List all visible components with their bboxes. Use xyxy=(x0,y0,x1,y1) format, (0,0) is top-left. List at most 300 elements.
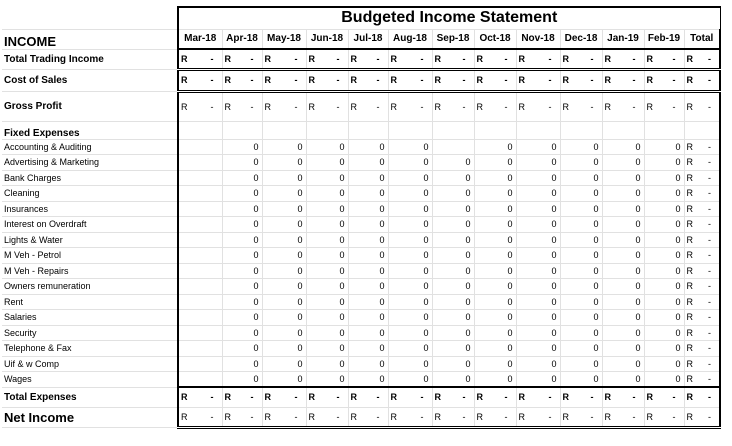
month-header-feb-19[interactable]: Feb-19 xyxy=(644,29,684,49)
expense-value-cell[interactable]: 0 xyxy=(388,186,432,202)
total-value-cell[interactable] xyxy=(684,91,720,121)
expense-value-cell[interactable]: 0 xyxy=(474,170,516,186)
month-value-cell[interactable] xyxy=(644,407,684,427)
expense-value-cell[interactable]: 0 xyxy=(388,372,432,388)
month-value-cell[interactable] xyxy=(222,49,262,69)
month-value-cell[interactable] xyxy=(262,49,306,69)
expense-value-cell[interactable]: 0 xyxy=(602,310,644,326)
month-value-cell[interactable] xyxy=(348,69,388,91)
expense-value-cell[interactable] xyxy=(178,356,222,372)
expense-value-cell[interactable]: 0 xyxy=(516,294,560,310)
expense-value-cell[interactable]: 0 xyxy=(474,139,516,155)
empty-cell[interactable] xyxy=(348,121,388,139)
expense-value-cell[interactable]: 0 xyxy=(306,170,348,186)
expense-value-cell[interactable]: 0 xyxy=(262,186,306,202)
month-value-cell[interactable] xyxy=(262,407,306,427)
expense-value-cell[interactable]: 0 xyxy=(306,201,348,217)
expense-total-cell[interactable] xyxy=(684,170,720,186)
month-value-cell[interactable] xyxy=(348,387,388,407)
expense-value-cell[interactable]: 0 xyxy=(388,139,432,155)
expense-value-cell[interactable]: 0 xyxy=(602,139,644,155)
expense-label[interactable]: Telephone & Fax xyxy=(2,341,178,357)
expense-value-cell[interactable]: 0 xyxy=(560,201,602,217)
empty-cell[interactable] xyxy=(684,121,720,139)
expense-value-cell[interactable]: 0 xyxy=(560,341,602,357)
month-value-cell[interactable] xyxy=(432,387,474,407)
month-value-cell[interactable] xyxy=(432,91,474,121)
expense-value-cell[interactable]: 0 xyxy=(348,139,388,155)
expense-value-cell[interactable]: 0 xyxy=(516,139,560,155)
month-header-aug-18[interactable]: Aug-18 xyxy=(388,29,432,49)
expense-value-cell[interactable]: 0 xyxy=(222,341,262,357)
expense-value-cell[interactable]: 0 xyxy=(516,310,560,326)
row-label[interactable]: Gross Profit xyxy=(2,91,178,121)
expense-value-cell[interactable]: 0 xyxy=(644,139,684,155)
expense-value-cell[interactable]: 0 xyxy=(222,372,262,388)
expense-value-cell[interactable]: 0 xyxy=(602,294,644,310)
expense-value-cell[interactable]: 0 xyxy=(474,248,516,264)
month-value-cell[interactable] xyxy=(178,91,222,121)
month-value-cell[interactable] xyxy=(262,69,306,91)
total-header[interactable]: Total xyxy=(684,29,720,49)
expense-value-cell[interactable]: 0 xyxy=(348,170,388,186)
month-value-cell[interactable] xyxy=(432,407,474,427)
month-value-cell[interactable] xyxy=(178,387,222,407)
expense-value-cell[interactable]: 0 xyxy=(432,372,474,388)
expense-value-cell[interactable] xyxy=(178,341,222,357)
expense-value-cell[interactable]: 0 xyxy=(222,356,262,372)
expense-value-cell[interactable]: 0 xyxy=(306,263,348,279)
empty-cell[interactable] xyxy=(306,121,348,139)
expense-value-cell[interactable] xyxy=(178,186,222,202)
month-value-cell[interactable] xyxy=(432,69,474,91)
expense-value-cell[interactable]: 0 xyxy=(262,232,306,248)
month-value-cell[interactable] xyxy=(306,49,348,69)
month-value-cell[interactable] xyxy=(602,69,644,91)
empty-cell[interactable] xyxy=(602,121,644,139)
expense-value-cell[interactable]: 0 xyxy=(222,139,262,155)
expense-value-cell[interactable]: 0 xyxy=(348,217,388,233)
expense-value-cell[interactable]: 0 xyxy=(432,232,474,248)
month-value-cell[interactable] xyxy=(306,407,348,427)
expense-value-cell[interactable]: 0 xyxy=(516,186,560,202)
expense-value-cell[interactable]: 0 xyxy=(560,294,602,310)
month-header-jun-18[interactable]: Jun-18 xyxy=(306,29,348,49)
month-value-cell[interactable] xyxy=(306,387,348,407)
expense-value-cell[interactable]: 0 xyxy=(262,139,306,155)
expense-value-cell[interactable]: 0 xyxy=(560,186,602,202)
expense-value-cell[interactable] xyxy=(178,263,222,279)
expense-value-cell[interactable]: 0 xyxy=(602,155,644,171)
expense-value-cell[interactable]: 0 xyxy=(644,341,684,357)
month-value-cell[interactable] xyxy=(388,407,432,427)
expense-value-cell[interactable]: 0 xyxy=(348,294,388,310)
expense-value-cell[interactable] xyxy=(178,325,222,341)
expense-value-cell[interactable]: 0 xyxy=(306,217,348,233)
expense-value-cell[interactable]: 0 xyxy=(388,325,432,341)
expense-value-cell[interactable]: 0 xyxy=(388,201,432,217)
expense-value-cell[interactable]: 0 xyxy=(348,232,388,248)
expense-value-cell[interactable]: 0 xyxy=(644,294,684,310)
month-value-cell[interactable] xyxy=(644,91,684,121)
expense-total-cell[interactable] xyxy=(684,248,720,264)
expense-value-cell[interactable]: 0 xyxy=(560,217,602,233)
month-value-cell[interactable] xyxy=(222,407,262,427)
expense-value-cell[interactable] xyxy=(178,217,222,233)
expense-value-cell[interactable]: 0 xyxy=(644,325,684,341)
expense-value-cell[interactable]: 0 xyxy=(516,372,560,388)
expense-value-cell[interactable]: 0 xyxy=(262,201,306,217)
month-value-cell[interactable] xyxy=(262,387,306,407)
expense-label[interactable]: Interest on Overdraft xyxy=(2,217,178,233)
expense-value-cell[interactable]: 0 xyxy=(306,310,348,326)
expense-value-cell[interactable]: 0 xyxy=(306,232,348,248)
expense-value-cell[interactable]: 0 xyxy=(432,356,474,372)
expense-value-cell[interactable]: 0 xyxy=(516,325,560,341)
expense-value-cell[interactable]: 0 xyxy=(432,341,474,357)
expense-value-cell[interactable]: 0 xyxy=(474,325,516,341)
expense-value-cell[interactable]: 0 xyxy=(348,310,388,326)
expense-value-cell[interactable] xyxy=(432,139,474,155)
month-value-cell[interactable] xyxy=(432,49,474,69)
expense-value-cell[interactable]: 0 xyxy=(388,294,432,310)
expense-value-cell[interactable]: 0 xyxy=(222,201,262,217)
expense-value-cell[interactable]: 0 xyxy=(432,310,474,326)
expense-label[interactable]: Insurances xyxy=(2,201,178,217)
expense-value-cell[interactable]: 0 xyxy=(432,325,474,341)
expense-value-cell[interactable]: 0 xyxy=(560,310,602,326)
empty-cell[interactable] xyxy=(178,121,222,139)
expense-value-cell[interactable]: 0 xyxy=(516,170,560,186)
expense-total-cell[interactable] xyxy=(684,155,720,171)
expense-value-cell[interactable]: 0 xyxy=(262,325,306,341)
empty-cell[interactable] xyxy=(644,121,684,139)
month-header-oct-18[interactable]: Oct-18 xyxy=(474,29,516,49)
empty-cell[interactable] xyxy=(474,121,516,139)
expense-value-cell[interactable]: 0 xyxy=(474,310,516,326)
expense-value-cell[interactable]: 0 xyxy=(602,186,644,202)
expense-value-cell[interactable]: 0 xyxy=(222,155,262,171)
expense-value-cell[interactable]: 0 xyxy=(388,341,432,357)
expense-label[interactable]: Accounting & Auditing xyxy=(2,139,178,155)
expense-total-cell[interactable] xyxy=(684,139,720,155)
expense-value-cell[interactable]: 0 xyxy=(306,155,348,171)
income-heading[interactable]: INCOME xyxy=(2,29,178,49)
expense-value-cell[interactable] xyxy=(178,248,222,264)
expense-value-cell[interactable]: 0 xyxy=(306,372,348,388)
expense-value-cell[interactable]: 0 xyxy=(644,279,684,295)
label-cell[interactable] xyxy=(2,7,178,29)
expense-total-cell[interactable] xyxy=(684,263,720,279)
expense-label[interactable]: Owners remuneration xyxy=(2,279,178,295)
expense-value-cell[interactable]: 0 xyxy=(560,356,602,372)
expense-value-cell[interactable]: 0 xyxy=(560,279,602,295)
expense-value-cell[interactable]: 0 xyxy=(474,155,516,171)
expense-value-cell[interactable]: 0 xyxy=(388,170,432,186)
expense-total-cell[interactable] xyxy=(684,325,720,341)
expense-value-cell[interactable]: 0 xyxy=(602,356,644,372)
expense-value-cell[interactable]: 0 xyxy=(516,356,560,372)
expense-value-cell[interactable]: 0 xyxy=(222,232,262,248)
expense-value-cell[interactable]: 0 xyxy=(222,263,262,279)
expense-label[interactable]: M Veh - Petrol xyxy=(2,248,178,264)
month-value-cell[interactable] xyxy=(516,49,560,69)
expense-value-cell[interactable]: 0 xyxy=(474,201,516,217)
expense-total-cell[interactable] xyxy=(684,279,720,295)
expense-value-cell[interactable]: 0 xyxy=(388,310,432,326)
expense-value-cell[interactable]: 0 xyxy=(516,248,560,264)
expense-value-cell[interactable]: 0 xyxy=(516,341,560,357)
expense-value-cell[interactable]: 0 xyxy=(432,217,474,233)
net-income-label[interactable]: Net Income xyxy=(2,407,178,427)
expense-total-cell[interactable] xyxy=(684,341,720,357)
expense-value-cell[interactable]: 0 xyxy=(644,372,684,388)
expense-value-cell[interactable]: 0 xyxy=(474,217,516,233)
expense-value-cell[interactable]: 0 xyxy=(306,186,348,202)
month-value-cell[interactable] xyxy=(348,91,388,121)
expense-value-cell[interactable]: 0 xyxy=(306,356,348,372)
expense-value-cell[interactable]: 0 xyxy=(388,356,432,372)
expense-value-cell[interactable]: 0 xyxy=(644,217,684,233)
expense-value-cell[interactable]: 0 xyxy=(474,232,516,248)
expense-total-cell[interactable] xyxy=(684,310,720,326)
expense-value-cell[interactable]: 0 xyxy=(644,186,684,202)
expense-value-cell[interactable]: 0 xyxy=(432,248,474,264)
expense-value-cell[interactable]: 0 xyxy=(306,325,348,341)
month-value-cell[interactable] xyxy=(306,69,348,91)
expense-value-cell[interactable] xyxy=(178,155,222,171)
expense-value-cell[interactable]: 0 xyxy=(262,155,306,171)
expense-value-cell[interactable]: 0 xyxy=(602,232,644,248)
expense-value-cell[interactable]: 0 xyxy=(474,279,516,295)
expense-label[interactable]: Rent xyxy=(2,294,178,310)
expense-value-cell[interactable]: 0 xyxy=(644,170,684,186)
expense-value-cell[interactable]: 0 xyxy=(474,356,516,372)
expense-value-cell[interactable]: 0 xyxy=(560,139,602,155)
expense-value-cell[interactable]: 0 xyxy=(560,232,602,248)
expense-total-cell[interactable] xyxy=(684,186,720,202)
expense-value-cell[interactable]: 0 xyxy=(516,201,560,217)
total-value-cell[interactable] xyxy=(684,49,720,69)
expense-value-cell[interactable]: 0 xyxy=(516,155,560,171)
expense-label[interactable]: Lights & Water xyxy=(2,232,178,248)
expense-value-cell[interactable]: 0 xyxy=(560,170,602,186)
month-value-cell[interactable] xyxy=(644,49,684,69)
expense-value-cell[interactable]: 0 xyxy=(516,279,560,295)
expense-value-cell[interactable]: 0 xyxy=(516,232,560,248)
expense-value-cell[interactable]: 0 xyxy=(432,263,474,279)
expense-value-cell[interactable]: 0 xyxy=(348,263,388,279)
page-title[interactable]: Budgeted Income Statement xyxy=(178,7,720,29)
month-value-cell[interactable] xyxy=(222,91,262,121)
month-value-cell[interactable] xyxy=(388,387,432,407)
expense-value-cell[interactable]: 0 xyxy=(262,310,306,326)
expense-value-cell[interactable]: 0 xyxy=(388,232,432,248)
expense-value-cell[interactable]: 0 xyxy=(432,201,474,217)
month-value-cell[interactable] xyxy=(516,91,560,121)
expense-value-cell[interactable]: 0 xyxy=(262,372,306,388)
expense-value-cell[interactable]: 0 xyxy=(560,248,602,264)
month-value-cell[interactable] xyxy=(560,387,602,407)
expense-total-cell[interactable] xyxy=(684,217,720,233)
expense-value-cell[interactable]: 0 xyxy=(348,279,388,295)
expense-total-cell[interactable] xyxy=(684,232,720,248)
month-value-cell[interactable] xyxy=(178,69,222,91)
expense-label[interactable]: Bank Charges xyxy=(2,170,178,186)
month-value-cell[interactable] xyxy=(178,49,222,69)
month-value-cell[interactable] xyxy=(602,407,644,427)
expense-value-cell[interactable]: 0 xyxy=(474,294,516,310)
expense-value-cell[interactable]: 0 xyxy=(602,325,644,341)
month-value-cell[interactable] xyxy=(306,91,348,121)
month-value-cell[interactable] xyxy=(474,91,516,121)
expense-value-cell[interactable]: 0 xyxy=(306,139,348,155)
expense-total-cell[interactable] xyxy=(684,356,720,372)
expense-value-cell[interactable]: 0 xyxy=(560,372,602,388)
month-value-cell[interactable] xyxy=(602,49,644,69)
expense-value-cell[interactable]: 0 xyxy=(516,263,560,279)
month-value-cell[interactable] xyxy=(602,91,644,121)
expense-value-cell[interactable]: 0 xyxy=(474,372,516,388)
expense-value-cell[interactable]: 0 xyxy=(602,201,644,217)
expense-value-cell[interactable]: 0 xyxy=(644,248,684,264)
expense-value-cell[interactable]: 0 xyxy=(262,279,306,295)
month-value-cell[interactable] xyxy=(516,387,560,407)
expense-value-cell[interactable]: 0 xyxy=(222,294,262,310)
fixed-expenses-heading[interactable]: Fixed Expenses xyxy=(2,121,178,139)
expense-value-cell[interactable]: 0 xyxy=(222,217,262,233)
expense-value-cell[interactable]: 0 xyxy=(222,279,262,295)
expense-value-cell[interactable]: 0 xyxy=(348,186,388,202)
total-value-cell[interactable] xyxy=(684,387,720,407)
expense-value-cell[interactable] xyxy=(178,372,222,388)
month-value-cell[interactable] xyxy=(560,49,602,69)
expense-value-cell[interactable] xyxy=(178,310,222,326)
expense-value-cell[interactable]: 0 xyxy=(432,170,474,186)
empty-cell[interactable] xyxy=(432,121,474,139)
month-value-cell[interactable] xyxy=(560,91,602,121)
expense-value-cell[interactable]: 0 xyxy=(348,201,388,217)
expense-value-cell[interactable] xyxy=(178,232,222,248)
empty-cell[interactable] xyxy=(262,121,306,139)
expense-value-cell[interactable]: 0 xyxy=(306,279,348,295)
empty-cell[interactable] xyxy=(560,121,602,139)
month-value-cell[interactable] xyxy=(474,69,516,91)
expense-value-cell[interactable]: 0 xyxy=(306,294,348,310)
expense-value-cell[interactable]: 0 xyxy=(644,201,684,217)
total-value-cell[interactable] xyxy=(684,407,720,427)
expense-value-cell[interactable]: 0 xyxy=(348,325,388,341)
expense-value-cell[interactable]: 0 xyxy=(388,248,432,264)
expense-value-cell[interactable]: 0 xyxy=(602,279,644,295)
expense-value-cell[interactable]: 0 xyxy=(388,217,432,233)
month-header-nov-18[interactable]: Nov-18 xyxy=(516,29,560,49)
expense-value-cell[interactable]: 0 xyxy=(222,170,262,186)
expense-value-cell[interactable]: 0 xyxy=(222,248,262,264)
expense-value-cell[interactable]: 0 xyxy=(222,186,262,202)
empty-cell[interactable] xyxy=(388,121,432,139)
month-value-cell[interactable] xyxy=(222,69,262,91)
expense-value-cell[interactable]: 0 xyxy=(262,217,306,233)
expense-value-cell[interactable]: 0 xyxy=(602,263,644,279)
expense-value-cell[interactable]: 0 xyxy=(644,263,684,279)
expense-value-cell[interactable]: 0 xyxy=(644,356,684,372)
expense-value-cell[interactable]: 0 xyxy=(348,356,388,372)
expense-value-cell[interactable]: 0 xyxy=(474,186,516,202)
expense-value-cell[interactable]: 0 xyxy=(602,341,644,357)
expense-value-cell[interactable]: 0 xyxy=(348,341,388,357)
expense-value-cell[interactable]: 0 xyxy=(644,155,684,171)
expense-label[interactable]: Wages xyxy=(2,372,178,388)
expense-value-cell[interactable]: 0 xyxy=(222,310,262,326)
expense-value-cell[interactable]: 0 xyxy=(560,325,602,341)
expense-value-cell[interactable]: 0 xyxy=(262,170,306,186)
expense-value-cell[interactable]: 0 xyxy=(306,248,348,264)
expense-value-cell[interactable]: 0 xyxy=(560,263,602,279)
month-value-cell[interactable] xyxy=(388,49,432,69)
expense-value-cell[interactable]: 0 xyxy=(560,155,602,171)
month-value-cell[interactable] xyxy=(348,407,388,427)
expense-value-cell[interactable]: 0 xyxy=(432,186,474,202)
month-header-sep-18[interactable]: Sep-18 xyxy=(432,29,474,49)
expense-value-cell[interactable] xyxy=(178,294,222,310)
month-value-cell[interactable] xyxy=(388,91,432,121)
expense-value-cell[interactable]: 0 xyxy=(388,279,432,295)
month-value-cell[interactable] xyxy=(222,387,262,407)
month-value-cell[interactable] xyxy=(178,407,222,427)
expense-label[interactable]: Security xyxy=(2,325,178,341)
month-header-mar-18[interactable]: Mar-18 xyxy=(178,29,222,49)
month-value-cell[interactable] xyxy=(474,387,516,407)
expense-value-cell[interactable]: 0 xyxy=(432,294,474,310)
expense-value-cell[interactable] xyxy=(178,139,222,155)
month-value-cell[interactable] xyxy=(644,69,684,91)
month-value-cell[interactable] xyxy=(262,91,306,121)
expense-value-cell[interactable]: 0 xyxy=(262,341,306,357)
month-value-cell[interactable] xyxy=(474,49,516,69)
expense-value-cell[interactable]: 0 xyxy=(388,263,432,279)
empty-cell[interactable] xyxy=(516,121,560,139)
month-value-cell[interactable] xyxy=(602,387,644,407)
expense-value-cell[interactable]: 0 xyxy=(644,232,684,248)
expense-value-cell[interactable]: 0 xyxy=(262,248,306,264)
month-value-cell[interactable] xyxy=(348,49,388,69)
total-value-cell[interactable] xyxy=(684,69,720,91)
total-expenses-label[interactable]: Total Expenses xyxy=(2,387,178,407)
expense-label[interactable]: Advertising & Marketing xyxy=(2,155,178,171)
expense-value-cell[interactable]: 0 xyxy=(306,341,348,357)
expense-value-cell[interactable]: 0 xyxy=(432,279,474,295)
expense-total-cell[interactable] xyxy=(684,201,720,217)
expense-total-cell[interactable] xyxy=(684,372,720,388)
expense-value-cell[interactable]: 0 xyxy=(602,372,644,388)
month-header-apr-18[interactable]: Apr-18 xyxy=(222,29,262,49)
expense-value-cell[interactable] xyxy=(178,279,222,295)
expense-value-cell[interactable]: 0 xyxy=(602,217,644,233)
row-label[interactable]: Cost of Sales xyxy=(2,69,178,91)
expense-value-cell[interactable]: 0 xyxy=(262,356,306,372)
expense-label[interactable]: Salaries xyxy=(2,310,178,326)
month-value-cell[interactable] xyxy=(560,407,602,427)
expense-value-cell[interactable]: 0 xyxy=(262,263,306,279)
month-value-cell[interactable] xyxy=(516,69,560,91)
expense-value-cell[interactable]: 0 xyxy=(348,248,388,264)
expense-value-cell[interactable] xyxy=(178,201,222,217)
month-header-jul-18[interactable]: Jul-18 xyxy=(348,29,388,49)
month-header-dec-18[interactable]: Dec-18 xyxy=(560,29,602,49)
month-value-cell[interactable] xyxy=(516,407,560,427)
empty-cell[interactable] xyxy=(222,121,262,139)
